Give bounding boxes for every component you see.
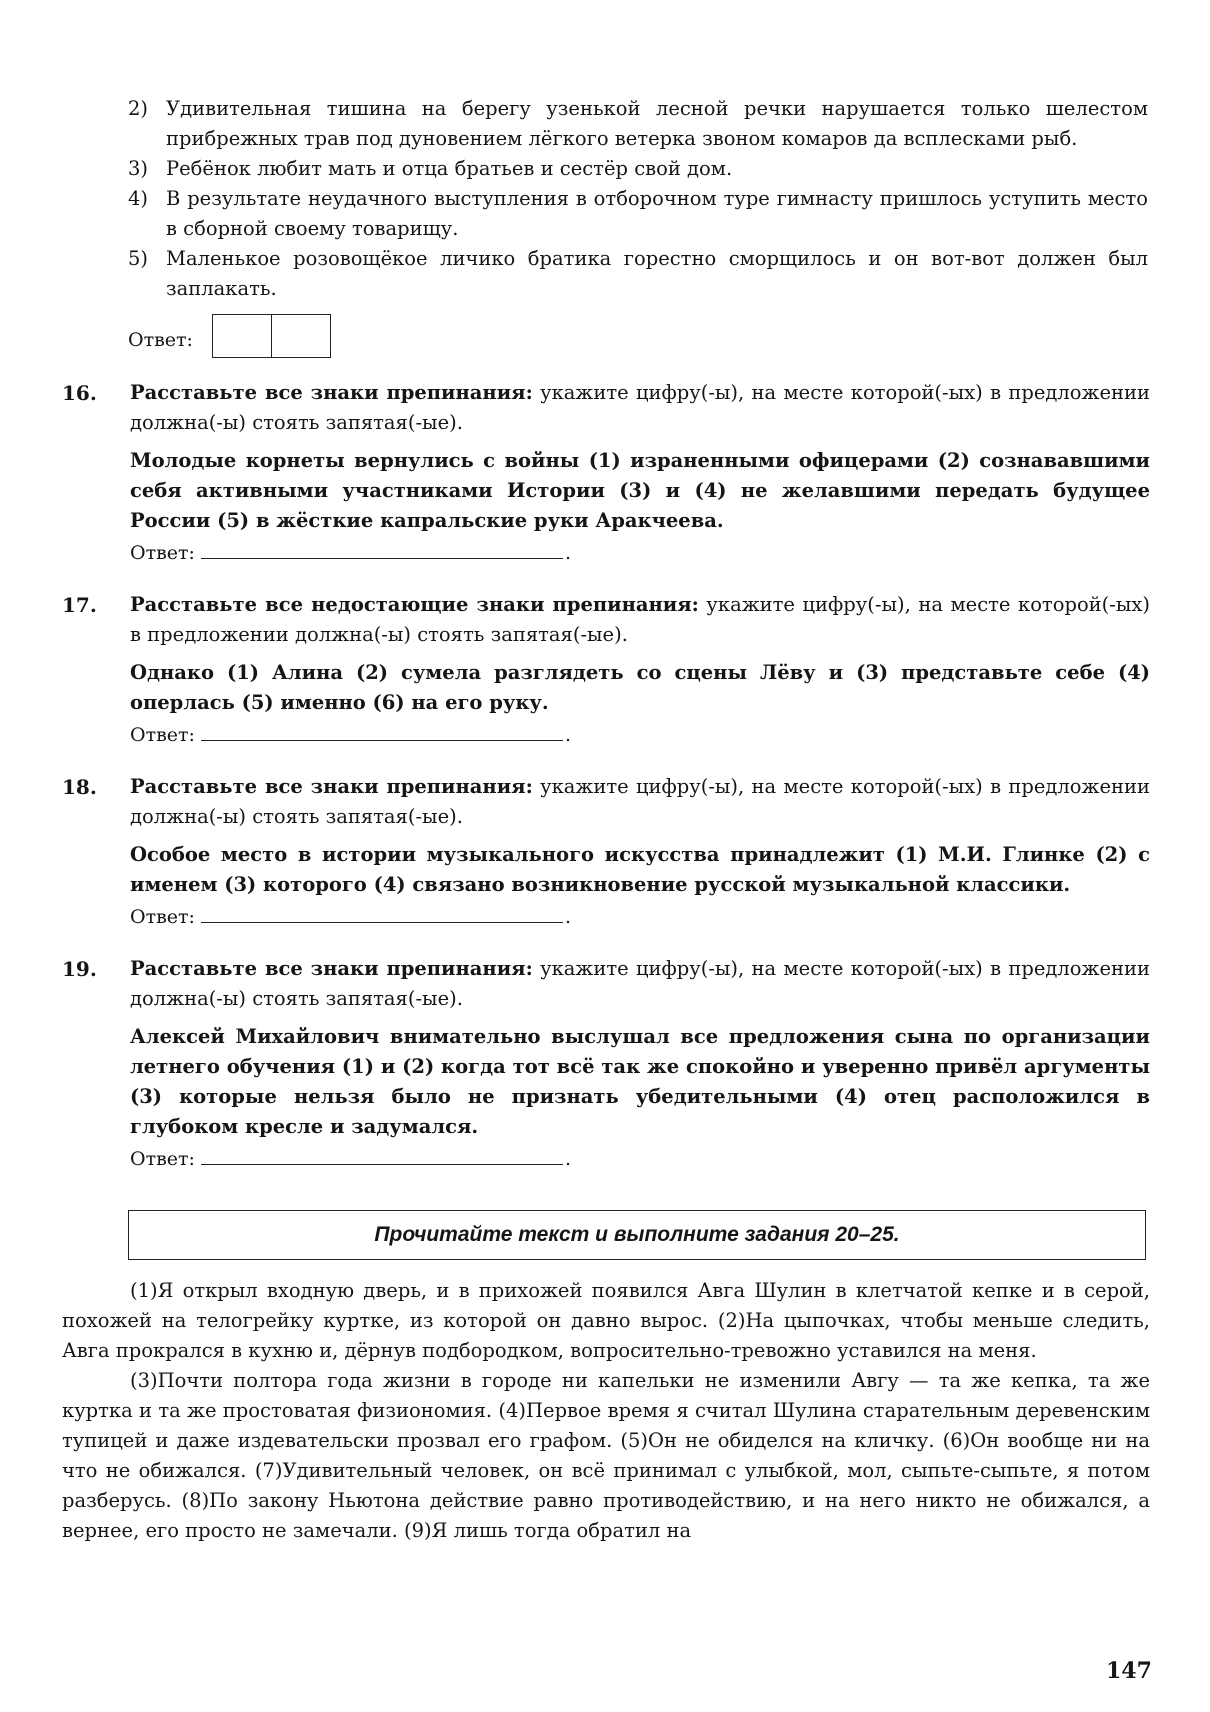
task-19	[62, 954, 1150, 1174]
paragraph: (3)Почти полтора года жизни в городе ни капельки не изменили Авгу — та же кепка, та же куртка и та же простоватая физиономия. (4)Первое время я считал Шулина старательным деревенским тупицей и даже издевательски прозвал его графом. (5)Он не обиделся на кличку. (6)Он вообще ни на что не обижался. (7)Удивительный человек, он всё принимал с улыбкой, мол, сыпьте-сыпьте, я потом разберусь. (8)По закону Ньютона действие равно противодействию, и на него никто не обижался, а вернее, его просто не замечали. (9)Я лишь тогда обратил на	[62, 1369, 1150, 1542]
answer-row: Ответ: .	[130, 720, 1150, 750]
instruction-bold: Расставьте все знаки препинания:	[130, 775, 533, 798]
answer-line[interactable]	[201, 1144, 563, 1165]
answer-label: Ответ:	[130, 1148, 195, 1170]
paragraph: (1)Я открыл входную дверь, и в прихожей появился Авга Шулин в клетчатой кепке и в серой, похожей на телогрейку куртке, из которой он давно вырос. (2)На цыпочках, чтобы меньше следить, Авга прокрался в кухню и, дёрнув подбородком, вопросительно-тревожно уставился на меня.	[62, 1279, 1150, 1362]
task-sentence: Алексей Михайлович внимательно выслушал все предложения сына по организации летнего обучения (1) и (2) когда тот всё так же спокойно и уверенно привёл аргументы (3) которые нельзя было не признать убедительными (4) отец расположился в глубоком кресле и задумался.	[130, 1025, 1150, 1138]
instruction-rest: укажите цифру(-ы), на месте которой(-ых) в предложении должна(-ы) стоять запятая(-ые).	[130, 381, 1150, 434]
task-number: 18.	[62, 775, 97, 799]
answer-boxes-15[interactable]	[212, 314, 331, 358]
answer-box[interactable]	[271, 315, 330, 357]
task-17	[62, 590, 1150, 750]
reading-banner: Прочитайте текст и выполните задания 20–25.	[128, 1210, 1146, 1260]
answer-label: Ответ:	[130, 724, 195, 746]
option-number: 2)	[128, 97, 149, 120]
option-item	[128, 184, 1148, 244]
answer-row: Ответ: .	[130, 538, 1150, 568]
option-text: Ребёнок любит мать и отца братьев и сестёр свой дом.	[166, 157, 733, 180]
instruction-rest: укажите цифру(-ы), на месте которой(-ых) в предложении должна(-ы) стоять запятая(-ые).	[130, 593, 1151, 646]
option-number: 3)	[128, 157, 149, 180]
answer-line[interactable]	[201, 902, 563, 923]
task-instruction	[130, 378, 1150, 438]
option-item	[128, 154, 1148, 184]
instruction-rest: укажите цифру(-ы), на месте которой(-ых) в предложении должна(-ы) стоять запятая(-ые).	[130, 957, 1150, 1010]
reading-text	[62, 1276, 1150, 1546]
answer-row: Ответ: .	[130, 902, 1150, 932]
answer-line[interactable]	[201, 720, 563, 741]
answer-row: Ответ: .	[130, 1144, 1150, 1174]
task-number: 16.	[62, 381, 97, 405]
page-number: 147	[1106, 1658, 1152, 1684]
task-sentence: Молодые корнеты вернулись с войны (1) израненными офицерами (2) сознававшими себя активными участниками Истории (3) и (4) не желавшими передать будущее России (5) в жёсткие капральские руки Аракчеева.	[130, 449, 1150, 532]
instruction-bold: Расставьте все знаки препинания:	[130, 957, 533, 980]
task-18	[62, 772, 1150, 932]
answer-line[interactable]	[201, 538, 563, 559]
option-number: 5)	[128, 247, 149, 270]
option-item	[128, 94, 1148, 154]
option-text: Удивительная тишина на берегу узенькой лесной речки нарушается только шелестом прибрежных трав под дуновением лёгкого ветерка звоном комаров да всплесками рыб.	[166, 97, 1148, 150]
option-item	[128, 244, 1148, 304]
task-instruction	[130, 954, 1150, 1014]
instruction-bold: Расставьте все знаки препинания:	[130, 381, 533, 404]
answer-label: Ответ:	[130, 542, 195, 564]
option-text: В результате неудачного выступления в отборочном туре гимнасту пришлось уступить место в сборной своему товарищу.	[166, 187, 1148, 240]
option-number: 4)	[128, 187, 149, 210]
task-instruction	[130, 772, 1150, 832]
task-instruction	[130, 590, 1150, 650]
instruction-bold: Расставьте все недостающие знаки препинания:	[130, 593, 699, 616]
answer-label-15: Ответ:	[128, 329, 193, 351]
answer-label: Ответ:	[130, 906, 195, 928]
task-sentence: Особое место в истории музыкального искусства принадлежит (1) М.И. Глинке (2) с именем (3) которого (4) связано возникновение русской музыкальной классики.	[130, 843, 1150, 896]
task-number: 17.	[62, 593, 97, 617]
answer-box[interactable]	[213, 315, 271, 357]
instruction-rest: укажите цифру(-ы), на месте которой(-ых) в предложении должна(-ы) стоять запятая(-ые).	[130, 775, 1150, 828]
options-list	[128, 94, 1148, 304]
option-text: Маленькое розовощёкое личико братика горестно сморщилось и он вот-вот должен был заплакать.	[166, 247, 1148, 300]
task-16	[62, 378, 1150, 568]
task-number: 19.	[62, 957, 97, 981]
task-sentence: Однако (1) Алина (2) сумела разглядеть со сцены Лёву и (3) представьте себе (4) оперлась (5) именно (6) на его руку.	[130, 661, 1150, 714]
